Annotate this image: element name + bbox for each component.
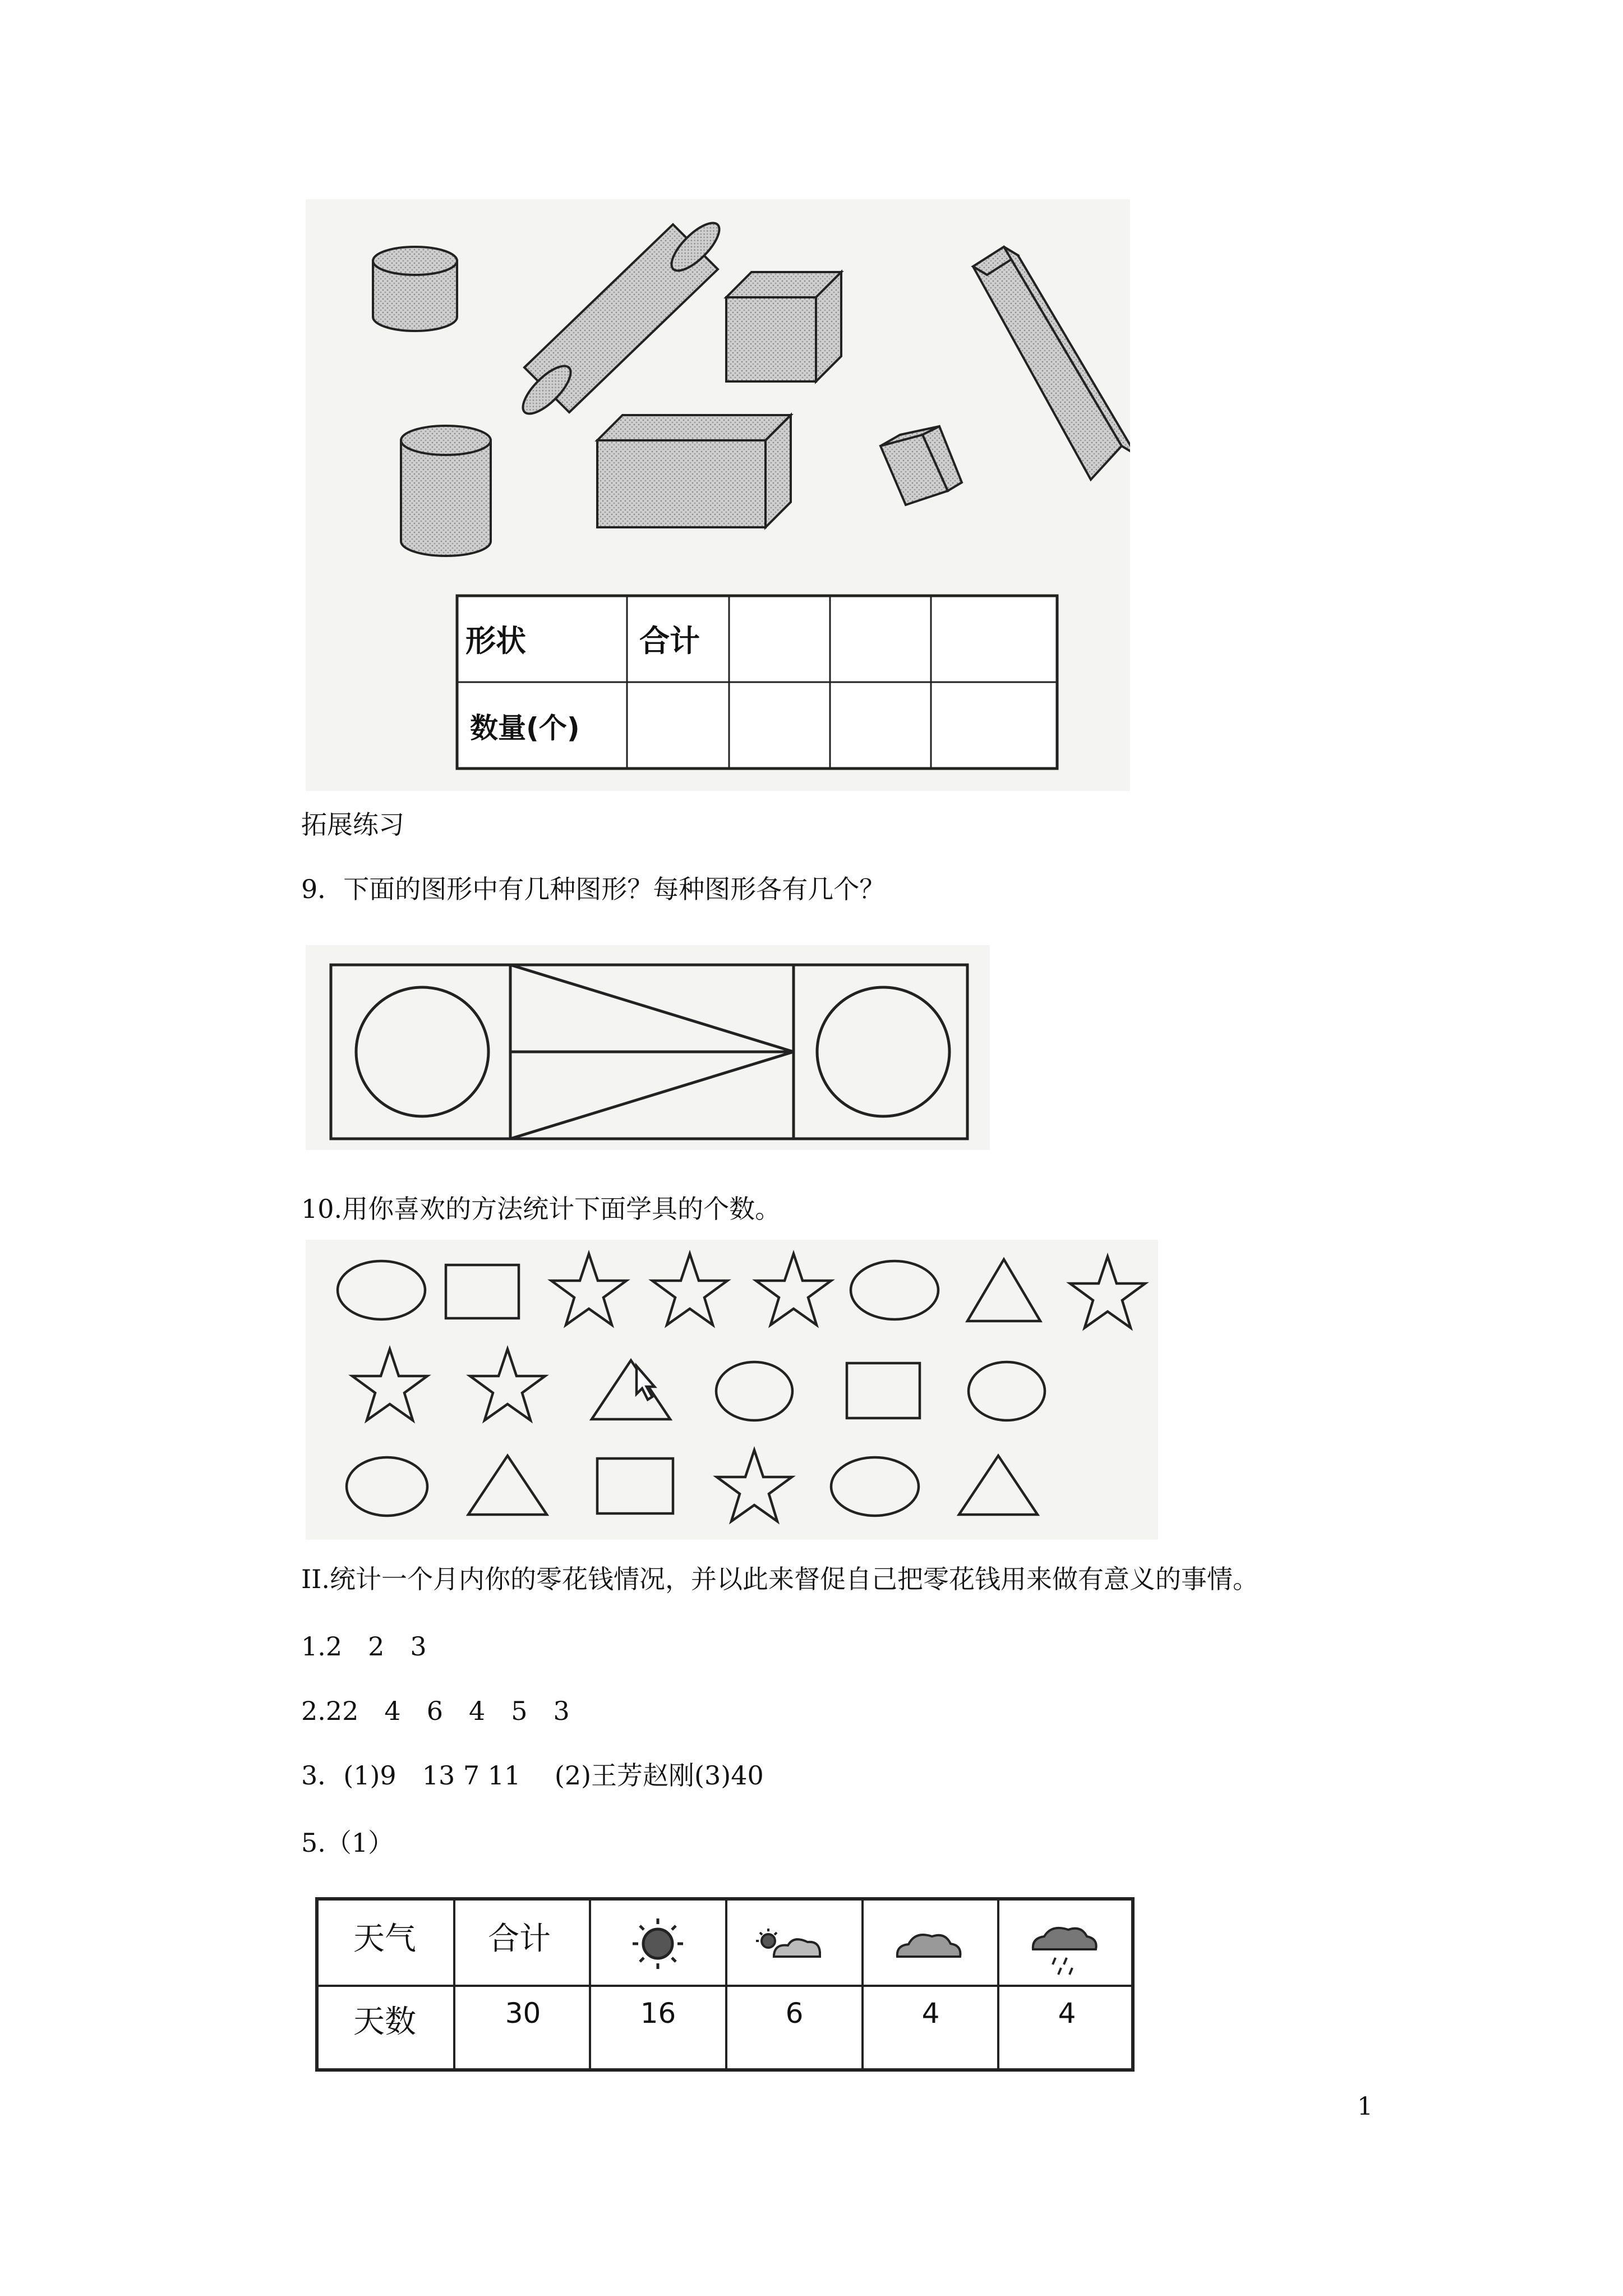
cuboid-icon (597, 415, 791, 527)
answer-1: 1.2 2 3 (301, 1631, 427, 1662)
oval-icon (851, 1261, 938, 1319)
oval-icon (969, 1362, 1045, 1420)
q9-drawing (306, 945, 990, 1150)
triangle-icon (959, 1456, 1038, 1515)
cube-icon (726, 272, 841, 381)
circle-left-icon (356, 987, 488, 1116)
page-number: 1 (1357, 2092, 1373, 2121)
star-icon (717, 1450, 792, 1521)
star-icon (1070, 1257, 1145, 1328)
oval-icon (716, 1362, 792, 1420)
star-icon (352, 1349, 427, 1420)
shape-table-total-label: 合计 (639, 623, 700, 659)
weather-value-sunny: 16 (640, 1997, 676, 2030)
square-icon (446, 1265, 519, 1318)
weather-table-total-label: 合计 (488, 1921, 551, 1957)
cylinder-tall-icon (401, 426, 491, 556)
shape-table-count-label: 数量(个) (470, 712, 580, 744)
weather-table-header: 天气 (353, 1921, 416, 1957)
solids-drawing (306, 199, 1130, 791)
answer-2: 2.22 4 6 4 5 3 (301, 1696, 570, 1726)
weather-total-value: 30 (505, 1997, 541, 2030)
weather-value-cloudy: 4 (921, 1997, 940, 2030)
answer-3: 3．(1)9 13 7 11 (2)王芳赵刚(3)40 (301, 1760, 764, 1791)
weather-value-partly-cloudy: 6 (785, 1997, 804, 2030)
question-11: II.统计一个月内你的零花钱情况，并以此来督促自己把零花钱用来做有意义的事情。 (301, 1564, 1258, 1594)
star-icon (551, 1254, 626, 1325)
oval-icon (338, 1261, 425, 1319)
cursor-icon (637, 1366, 654, 1400)
circle-right-icon (817, 987, 949, 1116)
star-icon (756, 1254, 831, 1325)
question-9: 9．下面的图形中有几种图形？每种图形各有几个？ (301, 874, 886, 904)
tilted-cube-icon (880, 426, 962, 505)
cylinder-small-icon (373, 247, 457, 331)
shape-table-header: 形状 (465, 623, 526, 659)
triangle-icon (592, 1360, 670, 1419)
square-icon (847, 1363, 920, 1418)
triangle-icon (468, 1456, 547, 1515)
oval-icon (347, 1457, 427, 1516)
star-icon (470, 1349, 545, 1420)
tube-icon (516, 216, 726, 421)
prism-icon (973, 247, 1130, 480)
weather-table-grid (314, 1896, 1138, 2076)
weather-table-days-label: 天数 (353, 2004, 416, 2040)
question-10: 10.用你喜欢的方法统计下面学具的个数。 (301, 1194, 781, 1224)
section-title: 拓展练习 (301, 809, 404, 840)
triangle-icon (967, 1259, 1040, 1321)
q10-drawing (306, 1240, 1158, 1540)
weather-value-rainy: 4 (1058, 1997, 1076, 2030)
square-icon (597, 1458, 673, 1513)
star-icon (652, 1254, 727, 1325)
answer-5: 5.（1） (301, 1828, 394, 1858)
oval-icon (831, 1457, 919, 1516)
